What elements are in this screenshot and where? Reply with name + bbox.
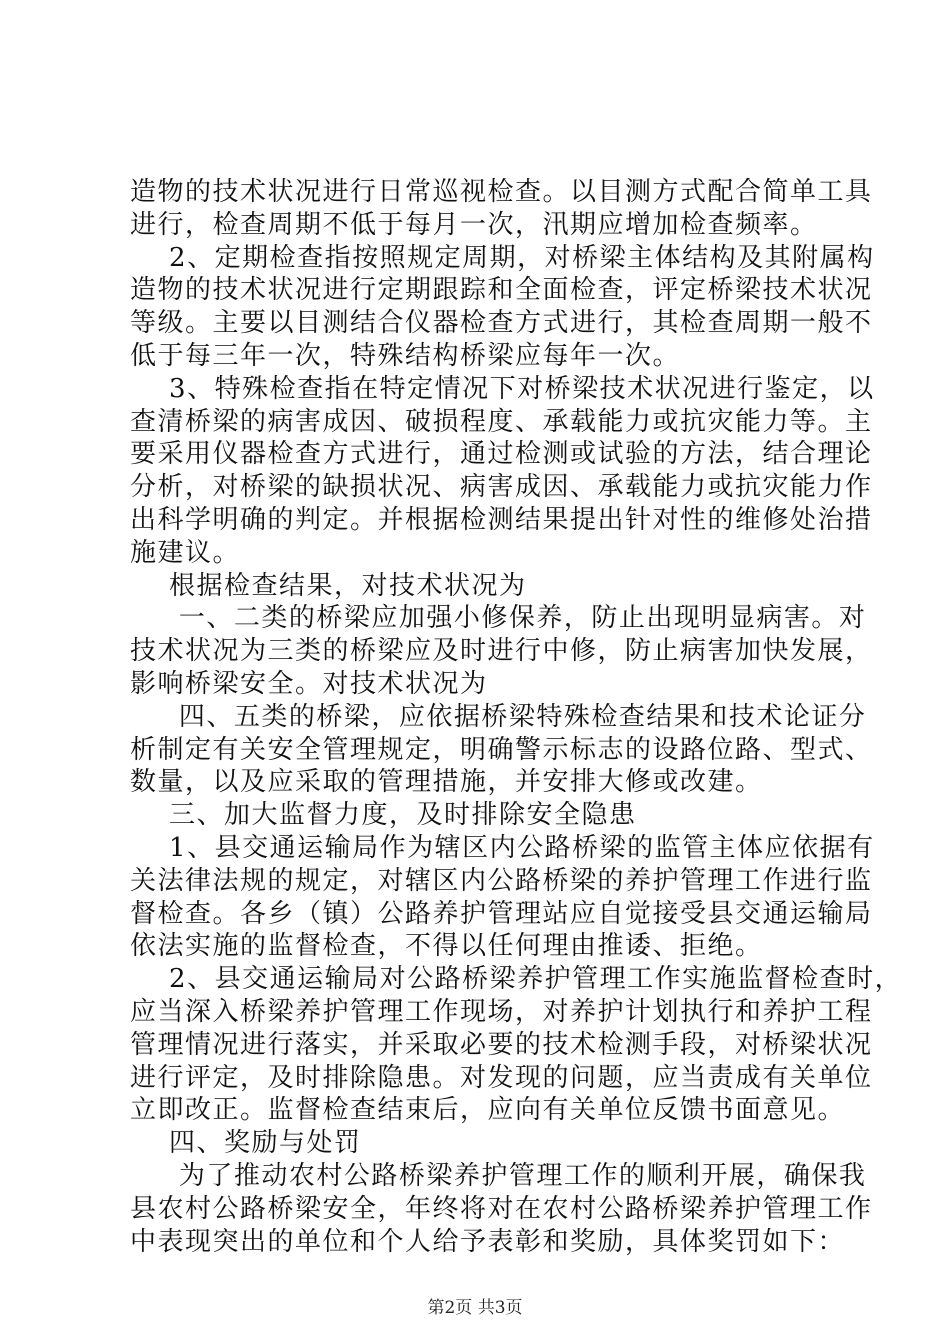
body-text-line: 技术状况为三类的桥梁应及时进行中修，防止病害加快发展，: [130, 636, 873, 666]
body-text-line: 中表现突出的单位和个人给予表彰和奖励，具体奖罚如下：: [130, 1227, 846, 1257]
body-text-line: 关法律法规的规定，对辖区内公路桥梁的养护管理工作进行监: [130, 866, 873, 896]
page-number-footer: 第2页 共3页: [427, 1298, 523, 1318]
body-text-line: 低于每三年一次，特殊结构桥梁应每年一次。: [130, 341, 681, 371]
body-text-line: 依法实施的监督检查，不得以任何理由推诿、拒绝。: [130, 931, 763, 961]
body-text-line: 数量，以及应采取的管理措施，并安排大修或改建。: [130, 767, 763, 797]
body-text-line: 造物的技术状况进行日常巡视检查。以目测方式配合简单工具: [130, 177, 873, 207]
paragraph-first-line: 根据检查结果，对技术状况为: [130, 571, 527, 601]
paragraph-first-line: 1、县交通运输局作为辖区内公路桥梁的监管主体应依据有: [130, 833, 875, 863]
body-text-line: 要采用仪器检查方式进行，通过检测或试验的方法，结合理论: [130, 439, 873, 469]
body-text-line: 进行，检查周期不低于每月一次，汛期应增加检查频率。: [130, 210, 818, 240]
body-text-line: 分析，对桥梁的缺损状况、病害成因、承载能力或抗灾能力作: [130, 472, 873, 502]
body-text-line: 县农村公路桥梁安全，年终将对在农村公路桥梁养护管理工作: [130, 1194, 873, 1224]
body-text-line: 等级。主要以目测结合仪器检查方式进行，其检查周期一般不: [130, 308, 873, 338]
paragraph-first-line: 2、县交通运输局对公路桥梁养护管理工作实施监督检查时，: [130, 964, 903, 994]
section-heading: 三、加大监督力度，及时排除安全隐患: [130, 800, 637, 830]
body-text-line: 析制定有关安全管理规定，明确警示标志的设路位路、型式、: [130, 735, 873, 765]
section-heading: 四、奖励与处罚: [130, 1128, 362, 1158]
body-text-line: 出科学明确的判定。并根据检测结果提出针对性的维修处治措: [130, 505, 873, 535]
body-text-line: 查清桥梁的病害成因、破损程度、承载能力或抗灾能力等。主: [130, 407, 873, 437]
body-text-line: 应当深入桥梁养护管理工作现场，对养护计划执行和养护工程: [130, 997, 873, 1027]
paragraph-first-line: 2、定期检查指按照规定周期，对桥梁主体结构及其附属构: [130, 243, 875, 273]
body-text-line: 立即改正。监督检查结束后，应向有关单位反馈书面意见。: [130, 1095, 846, 1125]
paragraph-first-line: 四、五类的桥梁，应依据桥梁特殊检查结果和技术论证分: [130, 702, 867, 732]
body-text-line: 施建议。: [130, 538, 241, 568]
paragraph-first-line: 3、特殊检查指在特定情况下对桥梁技术状况进行鉴定，以: [130, 374, 875, 404]
body-text-line: 进行评定，及时排除隐患。对发现的问题，应当责成有关单位: [130, 1063, 873, 1093]
body-text-line: 造物的技术状况进行定期跟踪和全面检查，评定桥梁技术状况: [130, 275, 873, 305]
paragraph-first-line: 为了推动农村公路桥梁养护管理工作的顺利开展，确保我: [130, 1161, 867, 1191]
body-text-line: 督检查。各乡（镇）公路养护管理站应自觉接受县交通运输局: [130, 899, 873, 929]
body-text-line: 管理情况进行落实，并采取必要的技术检测手段，对桥梁状况: [130, 1030, 873, 1060]
paragraph-first-line: 一、二类的桥梁应加强小修保养，防止出现明显病害。对: [130, 603, 867, 633]
body-text-line: 影响桥梁安全。对技术状况为: [130, 669, 488, 699]
